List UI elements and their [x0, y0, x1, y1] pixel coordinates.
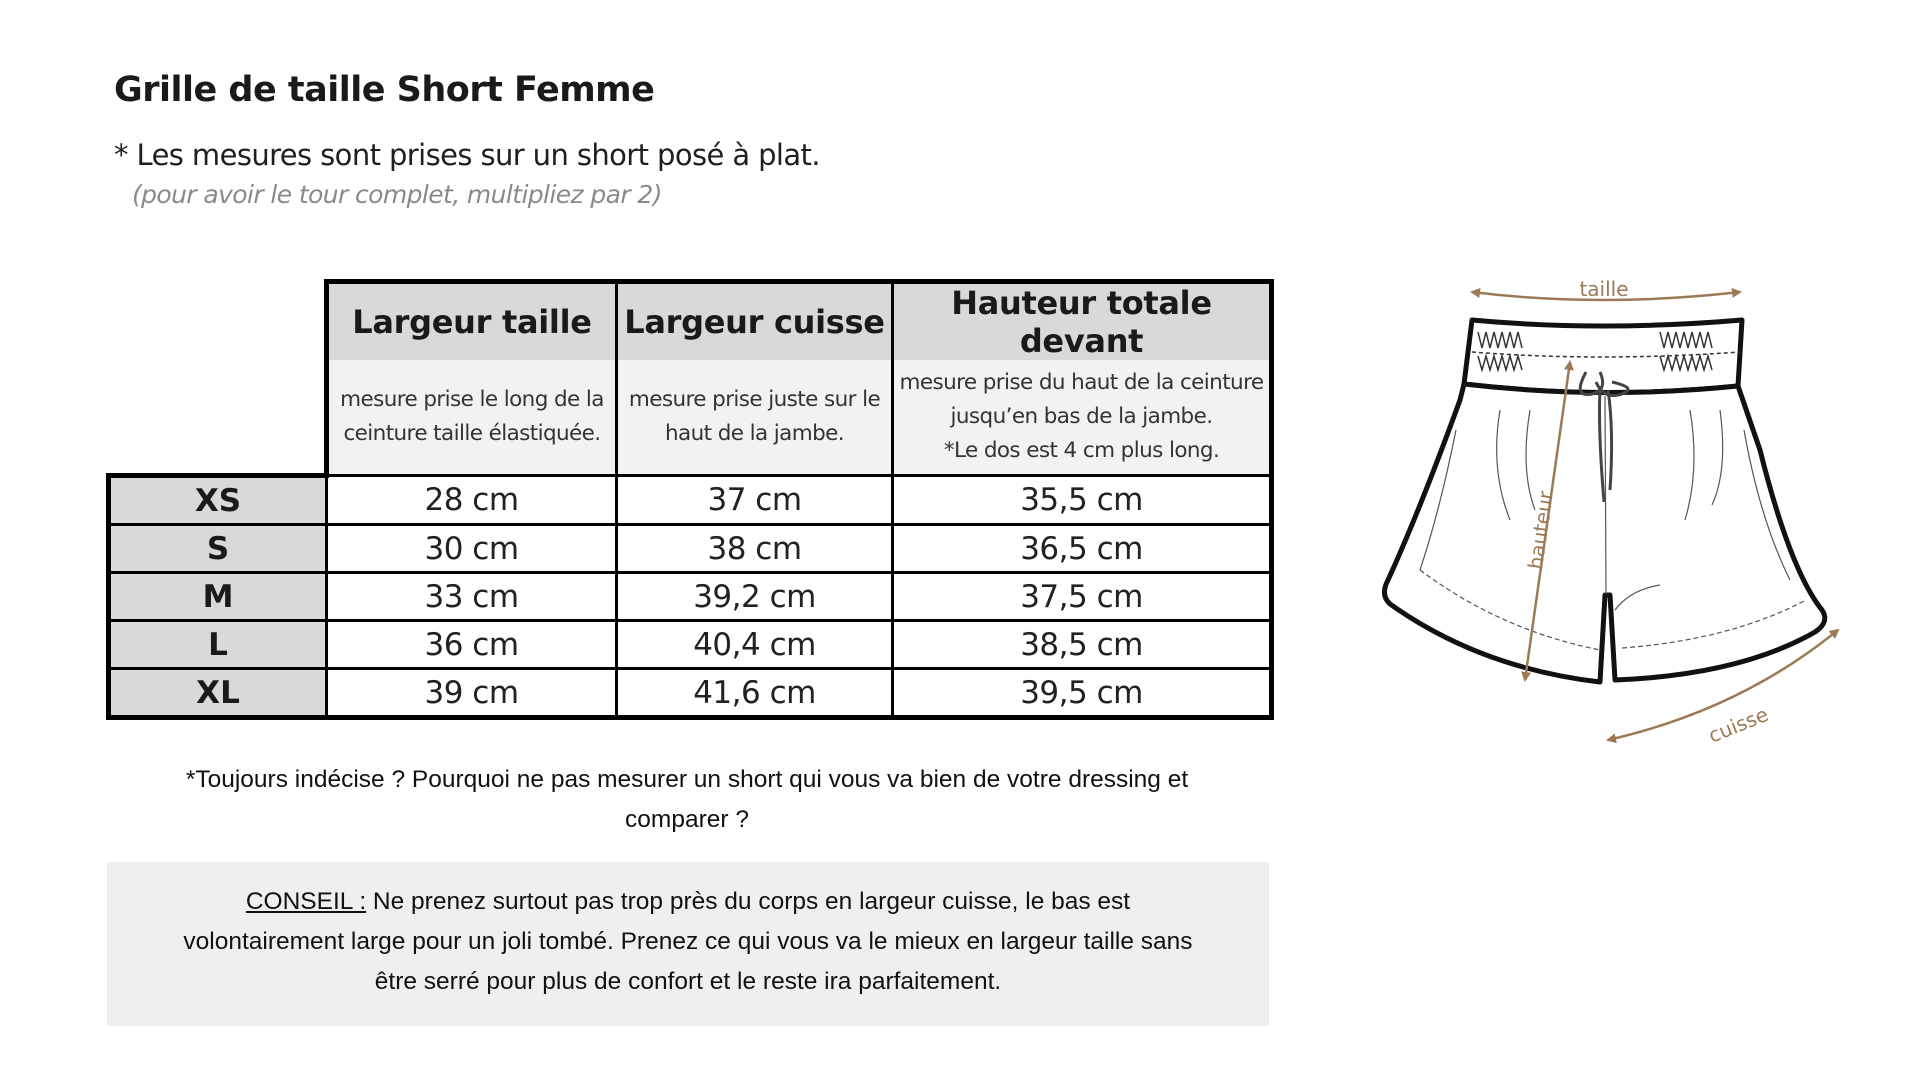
column-desc-largeur-taille	[327, 360, 617, 476]
table-cell: 28 cm	[327, 476, 617, 525]
desc-line: mesure prise le long de la	[340, 387, 604, 412]
undecided-line: *Toujours indécise ? Pourquoi ne pas mesurer un short qui vous va bien de votre dressing et	[185, 766, 1189, 793]
size-chart-table	[106, 279, 1274, 720]
table-cell: 36 cm	[327, 621, 617, 669]
hauteur-label: hauteur	[1523, 489, 1558, 571]
size-label: L	[109, 621, 327, 669]
table-cell: 38,5 cm	[893, 621, 1272, 669]
table-cell: 33 cm	[327, 573, 617, 621]
table-cell: 37,5 cm	[893, 573, 1272, 621]
size-label: S	[109, 525, 327, 573]
size-label: XL	[109, 669, 327, 718]
page-title: Grille de taille Short Femme	[114, 70, 655, 110]
desc-line: mesure prise du haut de la ceinture	[899, 370, 1264, 395]
advice-box	[107, 862, 1269, 1026]
advice-line: être serré pour plus de confort et le reste ira parfaitement.	[374, 968, 1002, 995]
table-cell: 38 cm	[617, 525, 893, 573]
advice-line-text: Ne prenez surtout pas trop près du corps en largeur cuisse, le bas est	[366, 888, 1131, 915]
measurement-subnote: (pour avoir le tour complet, multipliez par 2)	[132, 180, 662, 209]
table-cell: 36,5 cm	[893, 525, 1272, 573]
table-cell: 35,5 cm	[893, 476, 1272, 525]
size-label: M	[109, 573, 327, 621]
empty-corner	[109, 282, 327, 361]
table-cell: 41,6 cm	[617, 669, 893, 718]
advice-text	[107, 882, 1269, 1002]
table-cell: 39 cm	[327, 669, 617, 718]
undecided-note	[106, 760, 1268, 840]
column-header-hauteur-totale: Hauteur totale devant	[893, 282, 1272, 361]
table-row	[109, 525, 1272, 573]
desc-line: mesure prise juste sur le	[628, 387, 881, 412]
table-row	[109, 573, 1272, 621]
measurement-note: * Les mesures sont prises sur un short posé à plat.	[114, 138, 820, 172]
desc-line: haut de la jambe.	[665, 421, 844, 446]
desc-line: *Le dos est 4 cm plus long.	[943, 438, 1220, 463]
table-cell: 30 cm	[327, 525, 617, 573]
taille-label: taille	[1579, 277, 1629, 301]
empty-corner	[109, 360, 327, 476]
table-cell: 40,4 cm	[617, 621, 893, 669]
size-label: XS	[109, 476, 327, 525]
advice-line: volontairement large pour un joli tombé. Prenez ce qui vous va le mieux en largeur taille sans	[183, 928, 1193, 955]
column-header-largeur-taille: Largeur taille	[327, 282, 617, 361]
table-cell: 39,5 cm	[893, 669, 1272, 718]
column-desc-largeur-cuisse	[617, 360, 893, 476]
column-header-largeur-cuisse: Largeur cuisse	[617, 282, 893, 361]
cuisse-label: cuisse	[1704, 702, 1772, 748]
table-cell: 37 cm	[617, 476, 893, 525]
undecided-line: comparer ?	[625, 806, 749, 833]
table-row	[109, 621, 1272, 669]
advice-line	[107, 882, 1269, 922]
shorts-illustration	[1360, 270, 1880, 760]
desc-line: jusqu’en bas de la jambe.	[950, 404, 1213, 429]
table-row	[109, 669, 1272, 718]
table-row	[109, 476, 1272, 525]
table-cell: 39,2 cm	[617, 573, 893, 621]
column-desc-hauteur-totale	[893, 360, 1272, 476]
desc-line: ceinture taille élastiquée.	[343, 421, 601, 446]
advice-label: CONSEIL :	[245, 888, 367, 915]
